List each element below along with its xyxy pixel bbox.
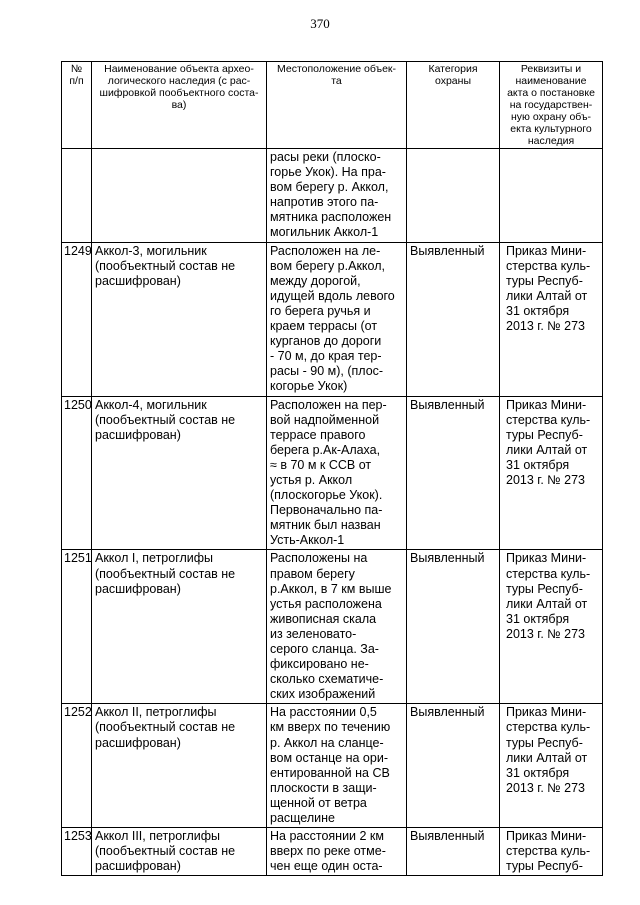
act-requisites: Приказ Мини- стерства куль- туры Респуб- лики Алтай от 31 октября 2013 г. № 273 — [500, 550, 603, 704]
protection-category: Выявленный — [407, 704, 500, 828]
table-row — [62, 704, 603, 828]
header-number: № п/п — [62, 62, 92, 149]
act-requisites: Приказ Мини- стерства куль- туры Респуб- лики Алтай от 31 октября 2013 г. № 273 — [500, 396, 603, 550]
object-location: Расположен на пер- вой надпойменной террасе правого берега р.Ак-Алаха, ≈ в 70 м к ССВ от устья р. Аккол (плоскогорье Укок). Первоначально па- мятник был назван Усть-Аккол-1 — [267, 396, 407, 550]
object-location: На расстоянии 0,5 км вверх по течению р. Аккол на сланце- вом останце на ори- ентированной на СВ плоскости в защи- щенной от ветра расщелине — [267, 704, 407, 828]
row-number: 1251 — [62, 550, 92, 704]
header-object-name: Наименование объекта архео- логического наследия (с рас- шифровкой пообъектного соста- ва) — [92, 62, 267, 149]
object-location: На расстоянии 2 км вверх по реке отме- чен еще один оста- — [267, 828, 407, 876]
protection-category: Выявленный — [407, 550, 500, 704]
header-location: Местоположение объек- та — [267, 62, 407, 149]
page-number: 370 — [310, 16, 330, 31]
heritage-objects-table — [61, 61, 603, 876]
object-name — [92, 149, 267, 243]
object-location: расы реки (плоско- горье Укок). На пра- вом берегу р. Аккол, напротив этого па- мятника расположен могильник Аккол-1 — [267, 149, 407, 243]
act-requisites — [500, 149, 603, 243]
object-name: Аккол I, петроглифы (пообъектный состав не расшифрован) — [92, 550, 267, 704]
protection-category: Выявленный — [407, 396, 500, 550]
table-row — [62, 242, 603, 396]
protection-category: Выявленный — [407, 828, 500, 876]
object-location: Расположены на правом берегу р.Аккол, в 7 км выше устья расположена живописная скала из зеленовато- серого сланца. За- фиксировано не- сколько схематиче- ских изображений — [267, 550, 407, 704]
table-row — [62, 149, 603, 243]
table-row — [62, 828, 603, 876]
object-name: Аккол II, петроглифы (пообъектный состав не расшифрован) — [92, 704, 267, 828]
row-number: 1252 — [62, 704, 92, 828]
header-protection-category: Категория охраны — [407, 62, 500, 149]
act-requisites: Приказ Мини- стерства куль- туры Респуб- лики Алтай от 31 октября 2013 г. № 273 — [500, 704, 603, 828]
act-requisites: Приказ Мини- стерства куль- туры Респуб- лики Алтай от 31 октября 2013 г. № 273 — [500, 242, 603, 396]
protection-category: Выявленный — [407, 242, 500, 396]
table-row — [62, 396, 603, 550]
object-name: Аккол-4, могильник (пообъектный состав не расшифрован) — [92, 396, 267, 550]
table-header-row — [62, 62, 603, 149]
row-number: 1253 — [62, 828, 92, 876]
row-number: 1249 — [62, 242, 92, 396]
row-number: 1250 — [62, 396, 92, 550]
act-requisites: Приказ Мини- стерства куль- туры Респуб- — [500, 828, 603, 876]
header-act-requisites: Реквизиты и наименование акта о постановке на государствен- ную охрану объ- екта культурного наследия — [500, 62, 603, 149]
protection-category — [407, 149, 500, 243]
object-name: Аккол III, петроглифы (пообъектный состав не расшифрован) — [92, 828, 267, 876]
table-row — [62, 550, 603, 704]
object-location: Расположен на ле- вом берегу р.Аккол, между дорогой, идущей вдоль левого го берега ручья и краем террасы (от курганов до дороги - 70 м, до края тер- расы - 90 м), (плос- когорье Укок) — [267, 242, 407, 396]
object-name: Аккол-3, могильник (пообъектный состав не расшифрован) — [92, 242, 267, 396]
row-number — [62, 149, 92, 243]
